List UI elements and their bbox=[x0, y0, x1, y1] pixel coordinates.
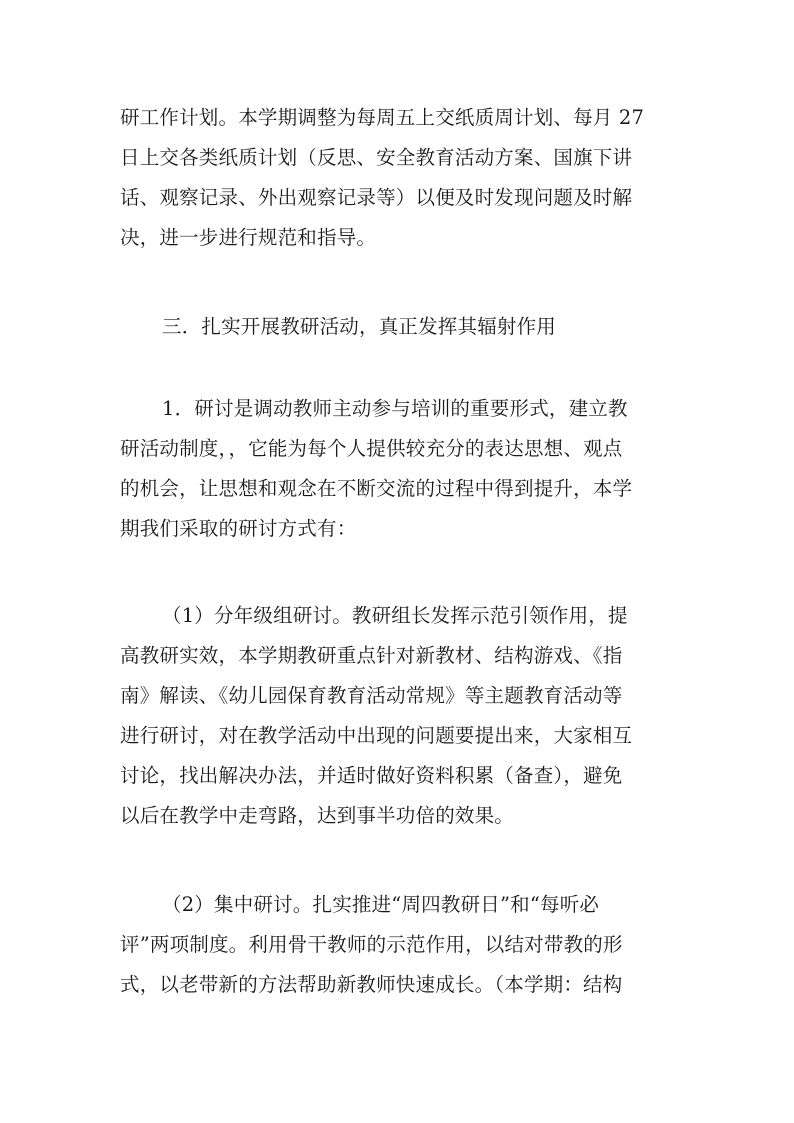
text-line: 日上交各类纸质计划（反思、安全教育活动方案、国旗下讲 bbox=[120, 146, 633, 169]
text-line: 决，进一步进行规范和指导。 bbox=[120, 226, 377, 249]
paragraph-work-plan bbox=[120, 98, 676, 258]
text-line: 进行研讨，对在教学活动中出现的问题要提出来，大家相互 bbox=[120, 724, 633, 747]
text-line: 式，以老带新的方法帮助新教师快速成长。（本学期：结构 bbox=[120, 973, 623, 996]
text-line: 南》解读、《幼儿园保育教育活动常规》等主题教育活动等 bbox=[120, 684, 623, 707]
text-line: 期我们采取的研讨方式有： bbox=[120, 517, 357, 540]
text-line: 高教研实效，本学期教研重点针对新教材、结构游戏、《指 bbox=[120, 644, 623, 667]
text-line: 1．研讨是调动教师主动参与培训的重要形式，建立教 bbox=[162, 397, 628, 420]
paragraph-centralized-discussion bbox=[120, 885, 676, 1005]
text-line: 讨论，找出解决办法，并适时做好资料积累（备查），避免 bbox=[120, 764, 623, 787]
text-line: 的机会，让思想和观念在不断交流的过程中得到提升，本学 bbox=[120, 477, 633, 500]
text-line: 评”两项制度。利用骨干教师的示范作用，以结对带教的形 bbox=[120, 933, 623, 956]
text-line: 研活动制度，，它能为每个人提供较充分的表达思想、观点 bbox=[120, 437, 623, 460]
section-heading-3 bbox=[120, 307, 676, 347]
text-line: （2）集中研讨。扎实推进“周四教研日”和“每听必 bbox=[162, 893, 600, 916]
paragraph-discussion-intro bbox=[120, 389, 676, 549]
text-line: （1）分年级组研讨。教研组长发挥示范引领作用，提 bbox=[162, 604, 628, 627]
heading-line: 三．扎实开展教研活动，真正发挥其辐射作用 bbox=[162, 315, 557, 338]
text-line: 研工作计划。本学期调整为每周五上交纸质周计划、每月 27 bbox=[120, 106, 645, 129]
paragraph-grade-discussion bbox=[120, 596, 676, 836]
text-line: 话、观察记录、外出观察记录等）以便及时发现问题及时解 bbox=[120, 186, 633, 209]
text-line: 以后在教学中走弯路，达到事半功倍的效果。 bbox=[120, 804, 515, 827]
